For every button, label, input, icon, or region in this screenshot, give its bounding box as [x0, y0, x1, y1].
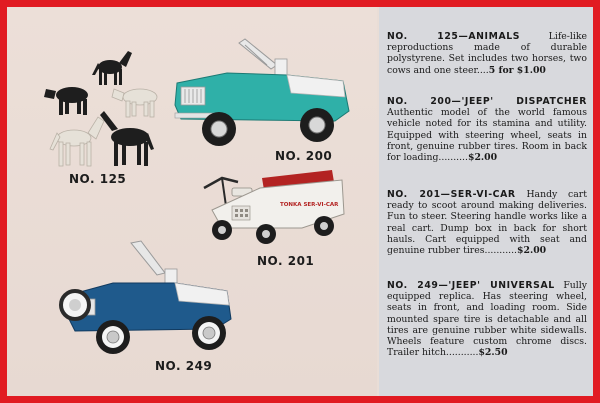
entry-no-201-price: $2.00 [517, 245, 547, 257]
entry-no-201-heading: NO. 201—SER-VI-CAR [387, 189, 516, 200]
entry-no-201 [387, 189, 587, 256]
product-descriptions [379, 7, 593, 396]
black-cow [44, 87, 88, 115]
entry-no-125-price: 5 for $1.00 [488, 64, 546, 76]
white-horse [50, 117, 104, 166]
entry-no-200 [387, 96, 587, 163]
entry-no-125-body: Life-like reproductions made of durable polystyrene. Set includes two horses, two cows and one steer.... [387, 31, 587, 76]
jeep-dispatcher-image [167, 35, 367, 150]
entry-no-200-price: $2.00 [467, 152, 498, 164]
entry-no-125-heading: NO. 125—ANIMALS [387, 31, 521, 42]
entry-no-200-body: Authentic model of the world famous vehicle noted for its stamina and utility. Equipped with steering wheel, seats in front, genuine rubber tires. Room in back for loading.......... [387, 107, 587, 164]
spare-tire [61, 291, 89, 319]
caption-no-200: NO. 200 [275, 149, 333, 163]
jeep-universal-image [55, 239, 240, 359]
white-cow [112, 89, 157, 117]
caption-no-201: NO. 201 [257, 254, 315, 268]
product-illustrations [7, 7, 377, 396]
caption-no-125: NO. 125 [69, 172, 127, 186]
entry-no-200-heading: NO. 200—'JEEP' DISPATCHER [387, 96, 587, 107]
entry-no-249-heading: NO. 249—'JEEP' UNIVERSAL [387, 280, 555, 291]
entry-no-249 [387, 280, 587, 358]
black-horse-large [100, 111, 154, 166]
black-horse-small [92, 51, 132, 85]
entry-no-201-body: Handy cart ready to scoot around making deliveries. Fun to steer. Steering handle works like a real cart. Dump box in back for short hauls. Cart equipped with seat and genuine rubber tires........... [387, 189, 587, 257]
entry-no-249-body: Fully equipped replica. Has steering wheel, seats in front, and loading room. Side mounted spare tire is detachable and all tires are genuine rubber white sidewalls. Wheels feature custom chrome discs. Trailer hitch........... [387, 280, 587, 359]
caption-no-249: NO. 249 [155, 359, 213, 373]
catalog-page [7, 7, 593, 396]
entry-no-125 [387, 31, 587, 76]
entry-no-249-price: $2.50 [478, 347, 508, 359]
servicar-decal: TONKA SER-VI-CAR [280, 202, 339, 208]
